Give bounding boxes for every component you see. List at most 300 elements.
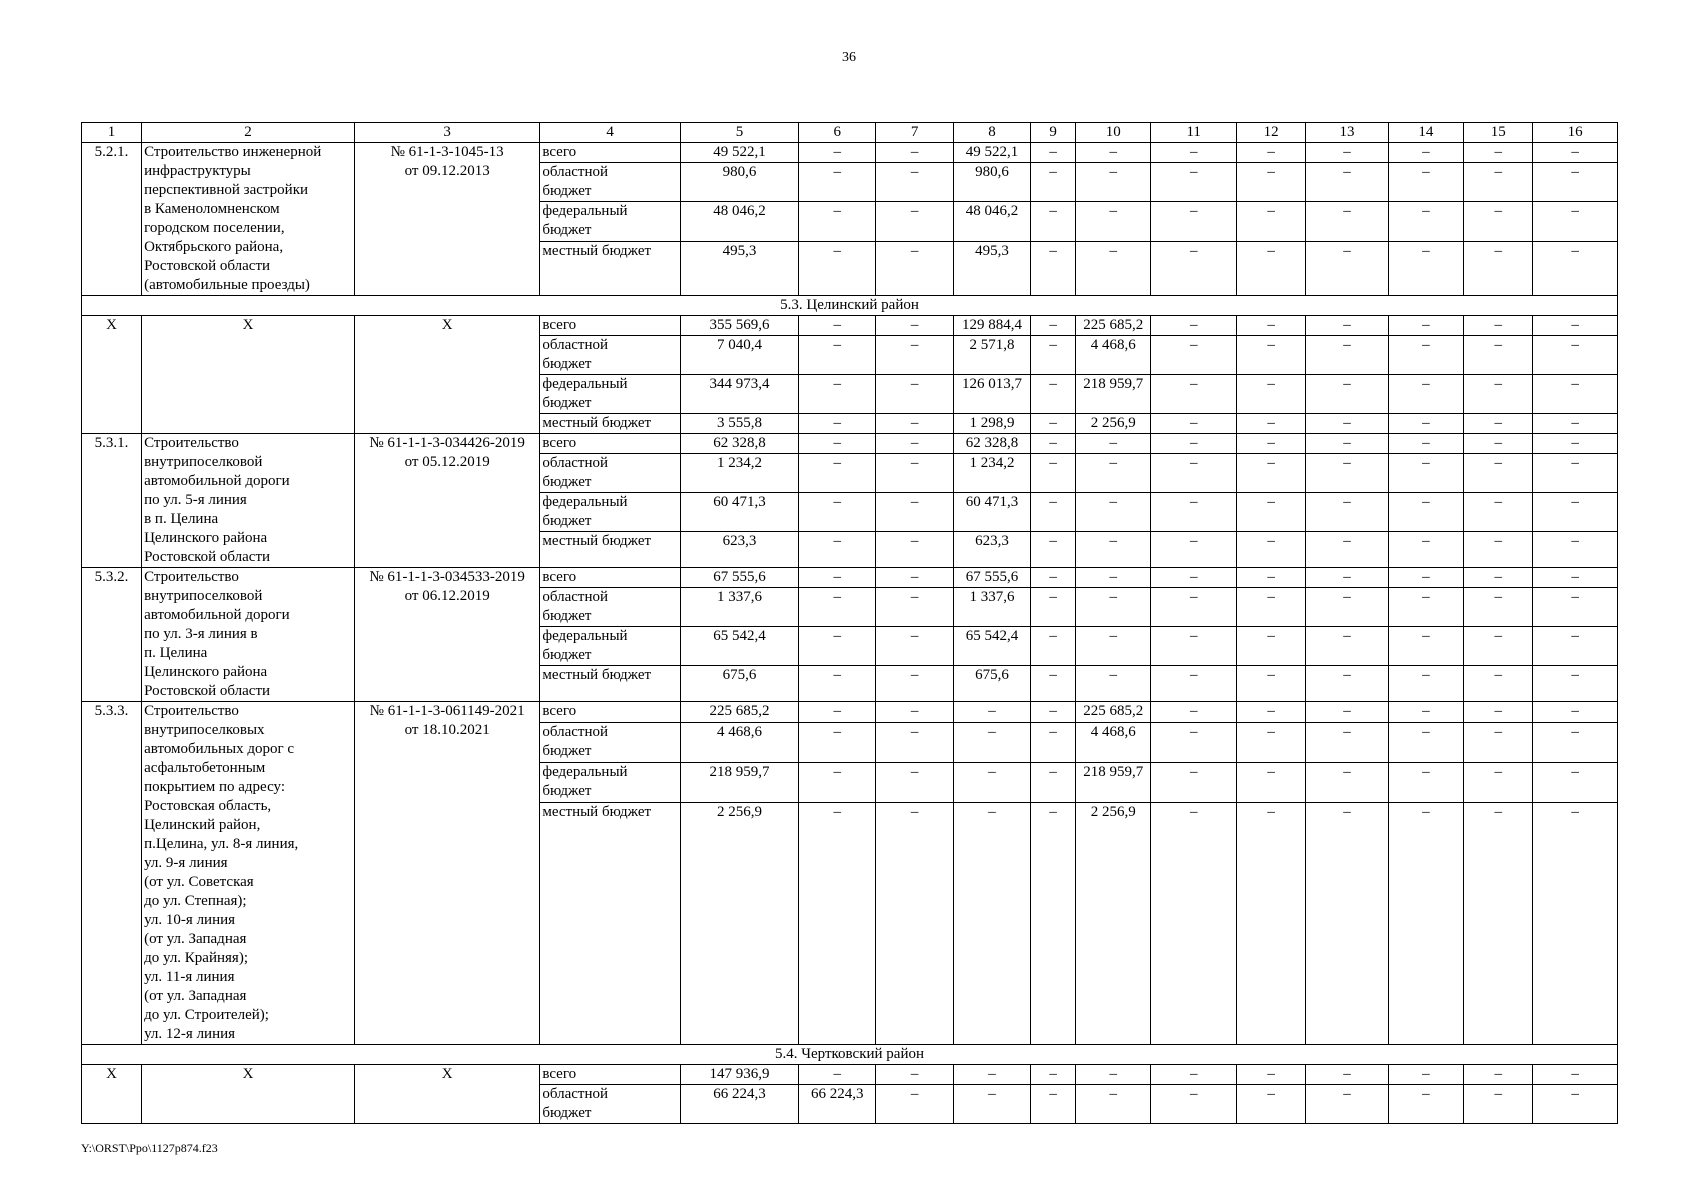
value-cell: 980,6 — [680, 163, 798, 202]
empty-value-cell: – — [1306, 414, 1389, 434]
empty-value-cell: – — [1388, 434, 1463, 454]
empty-value-cell: – — [1031, 627, 1076, 666]
funding-source-line: всего — [542, 144, 577, 160]
value-cell: 218 959,7 — [1076, 375, 1151, 414]
item-name-line: автомобильной дороги — [144, 473, 290, 489]
funding-source — [540, 143, 681, 163]
value-cell: 2 256,9 — [1076, 803, 1151, 1045]
empty-value-cell: – — [1076, 454, 1151, 493]
item-name-line: по ул. 3-я линия в — [144, 626, 258, 642]
empty-value-cell: – — [1388, 414, 1463, 434]
section-header-row — [82, 296, 1618, 316]
funding-source-line: областной — [542, 589, 609, 605]
empty-value-cell: – — [1533, 532, 1618, 568]
empty-value-cell: – — [876, 316, 953, 336]
empty-value-cell: – — [876, 762, 953, 802]
empty-value-cell: – — [876, 375, 953, 414]
item-name-line: п. Целина — [144, 645, 208, 661]
empty-value-cell: – — [1533, 1085, 1618, 1124]
item-name — [142, 316, 355, 434]
item-name-line: автомобильных дорог с — [144, 741, 295, 757]
empty-value-cell: – — [799, 588, 876, 627]
column-header: 5 — [680, 123, 798, 143]
value-cell: 60 471,3 — [680, 493, 798, 532]
table-row — [82, 568, 1618, 588]
value-cell: 62 328,8 — [680, 434, 798, 454]
funding-source — [540, 414, 681, 434]
document-line: от 05.12.2019 — [404, 454, 490, 470]
empty-value-cell: – — [876, 1065, 953, 1085]
empty-value-cell: – — [799, 375, 876, 414]
empty-value-cell: – — [1464, 702, 1533, 723]
value-cell: 4 468,6 — [680, 722, 798, 762]
value-cell: 980,6 — [953, 163, 1030, 202]
empty-value-cell: – — [799, 666, 876, 702]
empty-value-cell: – — [1533, 588, 1618, 627]
empty-value-cell: – — [1388, 375, 1463, 414]
empty-value-cell: – — [1464, 1065, 1533, 1085]
funding-source — [540, 241, 681, 295]
empty-value-cell: – — [1388, 1085, 1463, 1124]
section-title: 5.3. Целинский район — [82, 296, 1618, 316]
item-name-line: асфальтобетонным — [144, 760, 266, 776]
empty-value-cell: – — [1236, 143, 1305, 163]
empty-value-cell: – — [1388, 532, 1463, 568]
document-line: № 61-1-1-3-034533-2019 — [369, 569, 525, 585]
funding-source-line: всего — [542, 703, 577, 719]
empty-value-cell: – — [1031, 163, 1076, 202]
item-name-line: п.Целина, ул. 8-я линия, — [144, 836, 299, 852]
empty-value-cell: – — [1388, 493, 1463, 532]
value-cell: 49 522,1 — [953, 143, 1030, 163]
funding-source — [540, 762, 681, 802]
funding-source-line: местный бюджет — [542, 415, 652, 431]
funding-source — [540, 722, 681, 762]
empty-value-cell: – — [876, 702, 953, 723]
empty-value-cell: – — [1533, 241, 1618, 295]
empty-value-cell: – — [1388, 722, 1463, 762]
empty-value-cell: – — [1533, 414, 1618, 434]
funding-source-line: бюджет — [542, 742, 592, 759]
empty-value-cell: – — [1306, 568, 1389, 588]
empty-value-cell: – — [799, 1065, 876, 1085]
empty-value-cell: – — [1306, 803, 1389, 1045]
empty-value-cell: – — [1388, 568, 1463, 588]
empty-value-cell: – — [1388, 241, 1463, 295]
empty-value-cell: – — [1151, 414, 1237, 434]
empty-value-cell: – — [1236, 532, 1305, 568]
value-cell: 1 234,2 — [953, 454, 1030, 493]
empty-value-cell: – — [876, 163, 953, 202]
empty-value-cell: – — [1464, 1085, 1533, 1124]
funding-source-line: областной — [542, 723, 609, 740]
empty-value-cell: – — [1236, 1085, 1305, 1124]
item-name — [142, 143, 355, 296]
empty-value-cell: – — [953, 762, 1030, 802]
funding-source — [540, 163, 681, 202]
empty-value-cell: – — [799, 702, 876, 723]
item-name-line: до ул. Крайняя); — [144, 950, 248, 966]
empty-value-cell: – — [1533, 434, 1618, 454]
empty-value-cell: – — [1076, 588, 1151, 627]
document-reference — [354, 316, 539, 434]
item-name — [142, 434, 355, 568]
empty-value-cell: – — [953, 1085, 1030, 1124]
value-cell: 1 337,6 — [680, 588, 798, 627]
column-header: 7 — [876, 123, 953, 143]
item-name — [142, 1065, 355, 1124]
funding-source-line: местный бюджет — [542, 242, 652, 259]
funding-source-line: бюджет — [542, 647, 592, 663]
empty-value-cell: – — [1388, 1065, 1463, 1085]
item-number: 5.2.1. — [82, 143, 142, 296]
value-cell: 2 571,8 — [953, 336, 1030, 375]
item-name-line: до ул. Степная); — [144, 893, 247, 909]
empty-value-cell: – — [1236, 722, 1305, 762]
empty-value-cell: – — [1031, 568, 1076, 588]
column-header: 13 — [1306, 123, 1389, 143]
empty-value-cell: – — [1306, 702, 1389, 723]
item-name-line: внутрипоселковой — [144, 588, 263, 604]
column-header: 12 — [1236, 123, 1305, 143]
empty-value-cell: – — [1464, 588, 1533, 627]
empty-value-cell: – — [876, 202, 953, 241]
item-name-line: ул. 9-я линия — [144, 855, 228, 871]
empty-value-cell: – — [1151, 202, 1237, 241]
empty-value-cell: – — [799, 434, 876, 454]
empty-value-cell: – — [1151, 803, 1237, 1045]
empty-value-cell: – — [1306, 588, 1389, 627]
empty-value-cell: – — [1464, 454, 1533, 493]
empty-value-cell: – — [1076, 532, 1151, 568]
column-header: 2 — [142, 123, 355, 143]
table-row — [82, 702, 1618, 723]
document-reference — [354, 434, 539, 568]
item-name-line: Х — [242, 317, 254, 333]
empty-value-cell: – — [876, 666, 953, 702]
empty-value-cell: – — [1464, 434, 1533, 454]
item-name-line: в п. Целина — [144, 511, 219, 527]
empty-value-cell: – — [1306, 493, 1389, 532]
empty-value-cell: – — [1533, 336, 1618, 375]
column-header: 16 — [1533, 123, 1618, 143]
empty-value-cell: – — [1388, 316, 1463, 336]
item-name-line: Строительство — [144, 569, 239, 585]
empty-value-cell: – — [1306, 1085, 1389, 1124]
empty-value-cell: – — [1031, 1065, 1076, 1085]
page-number: 36 — [842, 50, 856, 65]
empty-value-cell: – — [1533, 568, 1618, 588]
funding-source-line: областной — [542, 164, 609, 181]
empty-value-cell: – — [1031, 803, 1076, 1045]
item-name — [142, 568, 355, 702]
funding-source — [540, 588, 681, 627]
empty-value-cell: – — [1151, 454, 1237, 493]
empty-value-cell: – — [876, 241, 953, 295]
value-cell: 4 468,6 — [1076, 336, 1151, 375]
value-cell: 2 256,9 — [1076, 414, 1151, 434]
empty-value-cell: – — [876, 568, 953, 588]
empty-value-cell: – — [1533, 1065, 1618, 1085]
item-name-line: Строительство инженерной — [144, 144, 322, 160]
empty-value-cell: – — [876, 143, 953, 163]
empty-value-cell: – — [1388, 803, 1463, 1045]
empty-value-cell: – — [1306, 666, 1389, 702]
funding-source-line: всего — [542, 317, 577, 333]
empty-value-cell: – — [1236, 202, 1305, 241]
item-name-line: автомобильной дороги — [144, 607, 290, 623]
empty-value-cell: – — [1031, 493, 1076, 532]
empty-value-cell: – — [1306, 762, 1389, 802]
empty-value-cell: – — [1031, 202, 1076, 241]
funding-source-line: бюджет — [542, 474, 592, 490]
empty-value-cell: – — [799, 241, 876, 295]
value-cell: 1 298,9 — [953, 414, 1030, 434]
funding-source-line: местный бюджет — [542, 533, 652, 549]
value-cell: 4 468,6 — [1076, 722, 1151, 762]
funding-source — [540, 702, 681, 723]
empty-value-cell: – — [1388, 336, 1463, 375]
document-line: Х — [441, 1066, 453, 1082]
table-row — [82, 434, 1618, 454]
empty-value-cell: – — [1031, 316, 1076, 336]
funding-source — [540, 1085, 681, 1124]
funding-source-line: бюджет — [542, 608, 592, 624]
value-cell: 65 542,4 — [953, 627, 1030, 666]
empty-value-cell: – — [1533, 375, 1618, 414]
item-name-line: Целинского района — [144, 530, 268, 546]
empty-value-cell: – — [1533, 762, 1618, 802]
value-cell: 65 542,4 — [680, 627, 798, 666]
empty-value-cell: – — [876, 803, 953, 1045]
funding-source — [540, 336, 681, 375]
empty-value-cell: – — [1464, 666, 1533, 702]
empty-value-cell: – — [1306, 1065, 1389, 1085]
empty-value-cell: – — [799, 762, 876, 802]
funding-source — [540, 434, 681, 454]
empty-value-cell: – — [1236, 627, 1305, 666]
table-row — [82, 143, 1618, 163]
table-row — [82, 316, 1618, 336]
empty-value-cell: – — [1031, 434, 1076, 454]
column-header: 10 — [1076, 123, 1151, 143]
document-reference — [354, 568, 539, 702]
value-cell: 48 046,2 — [680, 202, 798, 241]
empty-value-cell: – — [1031, 532, 1076, 568]
document-line: № 61-1-3-1045-13 — [390, 144, 504, 160]
value-cell: 67 555,6 — [953, 568, 1030, 588]
value-cell: 495,3 — [680, 241, 798, 295]
empty-value-cell: – — [876, 588, 953, 627]
empty-value-cell: – — [1388, 143, 1463, 163]
empty-value-cell: – — [1151, 568, 1237, 588]
empty-value-cell: – — [1464, 143, 1533, 163]
funding-source — [540, 493, 681, 532]
value-cell: 129 884,4 — [953, 316, 1030, 336]
item-name-line: (от ул. Советская — [144, 874, 254, 890]
empty-value-cell: – — [1306, 627, 1389, 666]
empty-value-cell: – — [1306, 143, 1389, 163]
empty-value-cell: – — [1388, 202, 1463, 241]
empty-value-cell: – — [1076, 1085, 1151, 1124]
empty-value-cell: – — [1306, 316, 1389, 336]
value-cell: 66 224,3 — [799, 1085, 876, 1124]
empty-value-cell: – — [1306, 336, 1389, 375]
item-name-line: (автомобильные проезды) — [144, 277, 310, 293]
column-header: 3 — [354, 123, 539, 143]
empty-value-cell: – — [1151, 163, 1237, 202]
empty-value-cell: – — [1464, 568, 1533, 588]
empty-value-cell: – — [1151, 722, 1237, 762]
empty-value-cell: – — [1306, 241, 1389, 295]
empty-value-cell: – — [1464, 762, 1533, 802]
empty-value-cell: – — [876, 627, 953, 666]
item-name-line: ул. 10-я линия — [144, 912, 236, 928]
empty-value-cell: – — [1151, 666, 1237, 702]
funding-source-line: областной — [542, 337, 609, 353]
value-cell: 344 973,4 — [680, 375, 798, 414]
empty-value-cell: – — [1388, 666, 1463, 702]
empty-value-cell: – — [1151, 434, 1237, 454]
empty-value-cell: – — [1076, 163, 1151, 202]
item-number: 5.3.3. — [82, 702, 142, 1045]
empty-value-cell: – — [1388, 627, 1463, 666]
empty-value-cell: – — [1464, 722, 1533, 762]
empty-value-cell: – — [1236, 336, 1305, 375]
empty-value-cell: – — [1031, 1085, 1076, 1124]
empty-value-cell: – — [1151, 1065, 1237, 1085]
value-cell: 67 555,6 — [680, 568, 798, 588]
empty-value-cell: – — [799, 532, 876, 568]
value-cell: 60 471,3 — [953, 493, 1030, 532]
empty-value-cell: – — [1306, 532, 1389, 568]
empty-value-cell: – — [1236, 666, 1305, 702]
item-name-line: Ростовская область, — [144, 798, 272, 814]
item-name-line: Х — [242, 1066, 254, 1082]
value-cell: 126 013,7 — [953, 375, 1030, 414]
item-name-line: Целинского района — [144, 664, 268, 680]
empty-value-cell: – — [876, 722, 953, 762]
funding-source — [540, 627, 681, 666]
value-cell: 1 234,2 — [680, 454, 798, 493]
empty-value-cell: – — [1236, 493, 1305, 532]
item-name-line: городском поселении, — [144, 220, 285, 236]
funding-source — [540, 202, 681, 241]
funding-source-line: федеральный — [542, 494, 628, 510]
empty-value-cell: – — [876, 532, 953, 568]
item-name-line: по ул. 5-я линия — [144, 492, 247, 508]
value-cell: 62 328,8 — [953, 434, 1030, 454]
empty-value-cell: – — [1388, 702, 1463, 723]
section-header-row — [82, 1045, 1618, 1065]
empty-value-cell: – — [1464, 316, 1533, 336]
empty-value-cell: – — [1306, 722, 1389, 762]
empty-value-cell: – — [1151, 762, 1237, 802]
funding-source-line: всего — [542, 435, 577, 451]
empty-value-cell: – — [1151, 375, 1237, 414]
empty-value-cell: – — [799, 143, 876, 163]
item-name-line: внутрипоселковой — [144, 454, 263, 470]
item-name-line: внутрипоселковых — [144, 722, 265, 738]
empty-value-cell: – — [876, 1085, 953, 1124]
value-cell: 225 685,2 — [1076, 702, 1151, 723]
empty-value-cell: – — [1533, 316, 1618, 336]
funding-source — [540, 375, 681, 414]
empty-value-cell: – — [1151, 627, 1237, 666]
item-name-line: Ростовской области — [144, 549, 271, 565]
empty-value-cell: – — [1236, 762, 1305, 802]
funding-source-line: всего — [542, 569, 577, 585]
empty-value-cell: – — [1236, 375, 1305, 414]
funding-source — [540, 316, 681, 336]
empty-value-cell: – — [1236, 803, 1305, 1045]
empty-value-cell: – — [1236, 241, 1305, 295]
funding-source — [540, 532, 681, 568]
empty-value-cell: – — [799, 316, 876, 336]
item-name-line: Целинский район, — [144, 817, 261, 833]
value-cell: 1 337,6 — [953, 588, 1030, 627]
empty-value-cell: – — [1031, 454, 1076, 493]
empty-value-cell: – — [1464, 414, 1533, 434]
empty-value-cell: – — [1236, 702, 1305, 723]
value-cell: 675,6 — [680, 666, 798, 702]
empty-value-cell: – — [1464, 375, 1533, 414]
value-cell: 218 959,7 — [1076, 762, 1151, 802]
empty-value-cell: – — [1236, 316, 1305, 336]
item-name-line: инфраструктуры — [144, 163, 251, 179]
funding-source-line: федеральный — [542, 628, 628, 644]
empty-value-cell: – — [1464, 163, 1533, 202]
empty-value-cell: – — [1236, 588, 1305, 627]
empty-value-cell: – — [799, 414, 876, 434]
empty-value-cell: – — [1151, 493, 1237, 532]
empty-value-cell: – — [1076, 241, 1151, 295]
value-cell: 2 256,9 — [680, 803, 798, 1045]
empty-value-cell: – — [953, 702, 1030, 723]
empty-value-cell: – — [1031, 336, 1076, 375]
empty-value-cell: – — [1533, 702, 1618, 723]
funding-source-line: всего — [542, 1066, 577, 1082]
item-number: Х — [82, 1065, 142, 1124]
item-number: 5.3.2. — [82, 568, 142, 702]
empty-value-cell: – — [953, 722, 1030, 762]
empty-value-cell: – — [1031, 722, 1076, 762]
empty-value-cell: – — [1236, 1065, 1305, 1085]
empty-value-cell: – — [1388, 454, 1463, 493]
empty-value-cell: – — [1533, 143, 1618, 163]
empty-value-cell: – — [1076, 143, 1151, 163]
value-cell: 49 522,1 — [680, 143, 798, 163]
value-cell: 623,3 — [953, 532, 1030, 568]
document-line: № 61-1-1-3-034426-2019 — [369, 435, 525, 451]
empty-value-cell: – — [1151, 143, 1237, 163]
value-cell: 225 685,2 — [1076, 316, 1151, 336]
funding-source — [540, 666, 681, 702]
funding-source — [540, 803, 681, 1045]
empty-value-cell: – — [876, 493, 953, 532]
empty-value-cell: – — [1031, 375, 1076, 414]
value-cell: 675,6 — [953, 666, 1030, 702]
funding-source-line: бюджет — [542, 222, 592, 239]
document-reference — [354, 143, 539, 296]
funding-source — [540, 454, 681, 493]
empty-value-cell: – — [1151, 1085, 1237, 1124]
empty-value-cell: – — [799, 568, 876, 588]
empty-value-cell: – — [1533, 163, 1618, 202]
empty-value-cell: – — [1388, 163, 1463, 202]
empty-value-cell: – — [1151, 702, 1237, 723]
value-cell: 66 224,3 — [680, 1085, 798, 1124]
